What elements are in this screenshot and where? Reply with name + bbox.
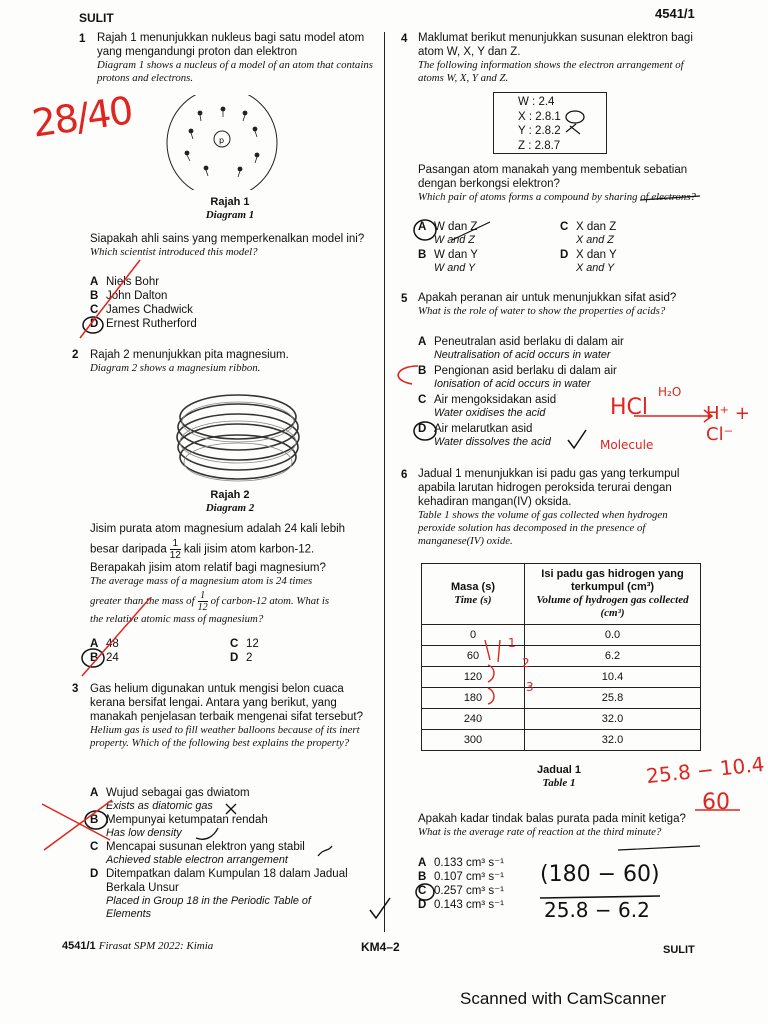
q6-caption-en: Table 1 <box>542 777 576 789</box>
table-mark-3: 3 <box>526 680 534 694</box>
header-sulit: SULIT <box>79 11 114 25</box>
q4-option-b-letter: B <box>418 249 427 261</box>
q4-option-a[interactable] <box>418 220 477 247</box>
q3-option-a-en: Exists as diatomic gas <box>106 800 213 812</box>
footer-code: 4541/1 <box>62 940 96 952</box>
atom-model-diagram <box>163 95 281 190</box>
q6-option-a-text: 0.133 cm³ s⁻¹ <box>434 857 504 869</box>
q6-option-d-letter: D <box>418 899 427 911</box>
q5-option-d-letter: D <box>418 423 427 435</box>
q5-option-a[interactable] <box>418 335 702 362</box>
q3-option-d-letter: D <box>90 868 99 880</box>
q4-option-c-en: X and Z <box>576 234 614 246</box>
q4-options <box>418 220 698 278</box>
q2-en2 <box>90 590 376 613</box>
q5-option-a-ms: Peneutralan asid berlaku di dalam air <box>434 336 624 348</box>
q1-stem <box>97 31 374 85</box>
q2-frac-num: 1 <box>170 538 181 550</box>
q4-text-ms: Maklumat berikut menunjukkan susunan elektron bagi atom W, X, Y dan Z. <box>418 32 693 58</box>
table-row <box>422 688 701 709</box>
q6-option-b-letter: B <box>418 871 427 883</box>
q4-text-en: The following information shows the electron arrangement of atoms W, X, Y and Z. <box>418 59 684 84</box>
table-cell-time: 180 <box>422 688 525 709</box>
q2-en2-a: greater than the mass of <box>90 594 195 607</box>
q6-caption-ms: Jadual 1 <box>536 764 582 776</box>
table-cell-time: 240 <box>422 709 525 730</box>
q2-frac-num-en: 1 <box>198 590 208 602</box>
q2-en3: the relative atomic mass of magnesium? <box>90 613 264 625</box>
q3-option-a[interactable] <box>90 786 376 813</box>
table-h1-en: Time (s) <box>454 594 492 606</box>
q1-option-a-letter: A <box>90 276 99 288</box>
hw-eq-sup: H₂O <box>658 385 682 399</box>
q3-option-b-ms: Mempunyai ketumpatan rendah <box>106 814 268 826</box>
q1-option-d-text: Ernest Rutherford <box>106 318 197 330</box>
table-row <box>422 709 701 730</box>
q2-option-d-text: 2 <box>246 652 253 664</box>
q5-option-b-en: Ionisation of acid occurs in water <box>434 378 591 390</box>
arrangement-y: Y : 2.8.2 <box>518 125 561 137</box>
table-cell-volume: 0.0 <box>525 625 701 646</box>
q4-option-b-en: W and Y <box>434 262 476 274</box>
q4-option-a-ms: W dan Z <box>434 221 478 233</box>
q2-option-d-letter: D <box>230 652 239 664</box>
q3-option-c-en: Achieved stable electron arrangement <box>106 854 288 866</box>
q5-text-en: What is the role of water to show the properties of acids? <box>418 305 666 317</box>
q5-number: 5 <box>401 293 408 305</box>
q1-option-b[interactable] <box>90 289 290 303</box>
q3-option-c-letter: C <box>90 841 99 853</box>
header-code: 4541/1 <box>655 6 695 21</box>
q4-question <box>418 163 702 204</box>
table-row <box>422 730 701 751</box>
q5-red-circle-b <box>398 366 418 384</box>
table-header-time <box>422 564 525 625</box>
q6-option-c-text: 0.257 cm³ s⁻¹ <box>434 885 504 897</box>
magnesium-ribbon-diagram <box>168 385 308 485</box>
hw-calc1-den: 60 <box>702 790 730 815</box>
q5-option-a-letter: A <box>418 336 427 348</box>
q2-option-a[interactable] <box>90 637 119 651</box>
q1-caption-en: Diagram 1 <box>205 209 255 221</box>
q5-option-b-letter: B <box>418 365 427 377</box>
footer-title: Firasat SPM 2022: Kimia <box>98 940 214 952</box>
q1-number: 1 <box>79 33 86 45</box>
q5-option-c-en: Water oxidises the acid <box>434 407 546 419</box>
q6-question-en: What is the average rate of reaction at the third minute? <box>418 826 662 838</box>
q6-number: 6 <box>401 469 408 481</box>
q4-option-a-en: W and Z <box>434 234 475 246</box>
ribbon-coils <box>177 395 299 479</box>
q2-line2 <box>90 538 376 561</box>
q2-number: 2 <box>72 349 79 361</box>
table-h2-ms: Isi padu gas hidrogen yang terkumpul (cm³) <box>541 568 684 593</box>
hw-calc1: 25.8 − 10.4 <box>645 751 766 789</box>
q5-text-ms: Apakah peranan air untuk menunjukkan sifat asid? <box>418 292 677 304</box>
q2-option-c-letter: C <box>230 638 239 650</box>
table-row <box>422 646 701 667</box>
table-h1-ms: Masa (s) <box>450 581 496 593</box>
q6-question <box>418 812 702 839</box>
q5-option-c-letter: C <box>418 394 427 406</box>
q5-option-c-ms: Air mengoksidakan asid <box>434 394 557 406</box>
hw-eq-rhs: H⁺ + Cl⁻ <box>706 403 750 445</box>
q4-question-en: Which pair of atoms forms a compound by sharing of electrons? <box>418 191 696 203</box>
q6-text-ms: Jadual 1 menunjukkan isi padu gas yang terkumpul apabila larutan hidrogen peroksida terurai dengan kehadiran mangan(IV) oksida. <box>418 468 680 508</box>
q2-option-a-letter: A <box>90 638 99 650</box>
column-divider <box>384 32 385 932</box>
q2-en1: The average mass of a magnesium atom is 24 times <box>90 575 313 587</box>
table-mark-2: 2 <box>522 656 530 670</box>
q4-option-b[interactable] <box>418 248 478 275</box>
table-row <box>422 667 701 688</box>
q2-caption-en: Diagram 2 <box>205 502 255 514</box>
q4-option-d-letter: D <box>560 249 569 261</box>
q2-line3: Berapakah jisim atom relatif bagi magnesium? <box>90 562 326 574</box>
q2-option-b-letter: B <box>90 652 99 664</box>
electron-arrangement-box <box>493 92 607 154</box>
q6-underline <box>618 846 700 850</box>
q2-line2-a: besar daripada <box>90 543 167 556</box>
q2-frac-den-en: 12 <box>197 602 208 613</box>
q6-option-c-letter: C <box>418 885 427 897</box>
arrangement-x: X : 2.8.1 <box>518 110 561 123</box>
q4-option-b-ms: W dan Y <box>434 249 478 261</box>
q3-option-d-ms: Ditempatkan dalam Kumpulan 18 dalam Jadual Berkala Unsur <box>106 868 348 894</box>
q3-number: 3 <box>72 683 79 695</box>
q1-option-a-text: Niels Bohr <box>106 276 160 288</box>
q2-option-c[interactable] <box>230 637 259 651</box>
q6-question-ms: Apakah kadar tindak balas purata pada minit ketiga? <box>418 813 686 825</box>
q3-text-ms: Gas helium digunakan untuk mengisi belon cuaca kerana bersifat lengai. Antara yang berikut, yang manakah penjelasan terbaik mengenai sifat tersebut? <box>90 683 363 723</box>
q6-option-c[interactable] <box>418 884 538 898</box>
table-header-volume <box>525 564 701 625</box>
q2-option-a-text: 48 <box>106 638 119 650</box>
table-h2-en: Volume of hydrogen gas collected (cm³) <box>536 594 689 619</box>
q1-caption-ms: Rajah 1 <box>210 196 250 208</box>
q3-option-a-letter: A <box>90 787 99 799</box>
q1-option-a[interactable] <box>90 275 290 289</box>
q6-option-d[interactable] <box>418 898 538 912</box>
q1-option-c-text: James Chadwick <box>106 304 193 316</box>
nucleus-label: p <box>219 136 225 145</box>
q6-option-a-letter: A <box>418 857 427 869</box>
table-1 <box>421 563 701 751</box>
q4-option-c[interactable] <box>560 220 616 247</box>
q3-option-c-ms: Mencapai susunan elektron yang stabil <box>106 841 305 853</box>
q4-question-ms: Pasangan atom manakah yang membentuk sebatian dengan berkongsi elektron? <box>418 164 688 190</box>
q2-option-b[interactable] <box>90 651 119 665</box>
q1-text-ms: Rajah 1 menunjukkan nukleus bagi satu model atom yang mengandungi proton dan elektron <box>97 32 365 58</box>
table-cell-volume: 25.8 <box>525 688 701 709</box>
q6-option-b[interactable] <box>418 870 538 884</box>
q5-option-d-ms: Air melarutkan asid <box>434 423 533 435</box>
q3-option-b[interactable] <box>90 813 376 840</box>
q4-option-d-en: X and Y <box>576 262 615 274</box>
q6-options <box>418 856 538 912</box>
q3-stem <box>90 682 374 750</box>
q5-option-b-ms: Pengionan asid berlaku di dalam air <box>434 365 617 377</box>
q6-text-en: Table 1 shows the volume of gas collected when hydrogen peroxide solution has decomposed in the presence of manganese(IV) oxide. <box>418 509 668 547</box>
footer-page: KM4–2 <box>361 940 400 954</box>
q2-en2-b: of carbon-12 atom. What is <box>210 594 330 607</box>
handwritten-score: 28/40 <box>29 88 135 146</box>
q5-option-d-en: Water dissolves the acid <box>434 436 551 448</box>
q1-question-ms: Siapakah ahli sains yang memperkenalkan model ini? <box>90 233 365 245</box>
q2-line1: Jisim purata atom magnesium adalah 24 kali lebih <box>90 523 346 535</box>
q1-option-d-letter: D <box>90 318 99 330</box>
q3-option-b-en: Has low density <box>106 827 182 839</box>
q3-option-a-ms: Wujud sebagai gas dwiatom <box>106 787 250 799</box>
q3-options <box>90 786 376 921</box>
hw-molecule: Molecule <box>600 438 654 452</box>
table-row <box>422 625 701 646</box>
q2-frac-den: 12 <box>169 550 181 561</box>
table-cell-time: 60 <box>422 646 525 667</box>
q4-option-a-letter: A <box>418 221 427 233</box>
table-cell-time: 120 <box>422 667 525 688</box>
table-cell-volume: 32.0 <box>525 730 701 751</box>
q4-option-d-ms: X dan Y <box>576 249 617 261</box>
table-cell-time: 0 <box>422 625 525 646</box>
q6-stem <box>418 467 702 548</box>
q4-option-c-letter: C <box>560 221 569 233</box>
q3-option-b-letter: B <box>90 814 99 826</box>
q1-question <box>90 232 374 259</box>
q2-text-en: Diagram 2 shows a magnesium ribbon. <box>90 362 261 374</box>
q3-option-c[interactable] <box>90 840 376 867</box>
q4-option-d[interactable] <box>560 248 617 275</box>
q6-option-d-text: 0.143 cm³ s⁻¹ <box>434 899 504 911</box>
q2-line2-b: kali jisim atom karbon-12. <box>183 543 315 556</box>
q2-fraction-en <box>198 590 208 613</box>
table-cell-volume: 10.4 <box>525 667 701 688</box>
q5-option-a-en: Neutralisation of acid occurs in water <box>434 349 611 361</box>
q3-option-d-en: Placed in Group 18 in the Periodic Table of Elements <box>106 895 311 920</box>
q2-option-b-text: 24 <box>106 652 119 664</box>
table-cell-time: 300 <box>422 730 525 751</box>
q1-text-en: Diagram 1 shows a nucleus of a model of an atom that contains protons and electrons. <box>97 59 373 84</box>
q4-stem <box>418 31 702 85</box>
table-mark-1: 1 <box>508 636 516 650</box>
table-header-row <box>422 564 701 625</box>
q1-option-d[interactable] <box>90 317 290 331</box>
q2-option-c-text: 12 <box>246 638 259 650</box>
q1-question-en: Which scientist introduced this model? <box>90 246 258 258</box>
q1-option-b-letter: B <box>90 290 99 302</box>
q6-option-a[interactable] <box>418 856 538 870</box>
q2-question <box>90 522 376 626</box>
q3-text-en: Helium gas is used to fill weather balloons because of its inert property. Which of the following best explains the property? <box>90 724 360 749</box>
hw-calc2-bot: 25.8 − 6.2 <box>544 898 650 922</box>
q2-stem <box>90 348 374 375</box>
q1-option-c-letter: C <box>90 304 99 316</box>
table-cell-volume: 32.0 <box>525 709 701 730</box>
q1-option-b-text: John Dalton <box>106 290 168 302</box>
q2-caption-ms: Rajah 2 <box>210 489 250 501</box>
scanner-watermark: Scanned with CamScanner <box>460 989 667 1008</box>
q5-stem <box>418 291 702 318</box>
hw-calc2-top: (180 − 60) <box>540 862 660 887</box>
q4-option-c-ms: X dan Z <box>576 221 617 233</box>
footer-left <box>62 940 213 952</box>
q2-text-ms: Rajah 2 menunjukkan pita magnesium. <box>90 349 289 361</box>
q2-fraction <box>170 538 181 561</box>
table-cell-volume: 6.2 <box>525 646 701 667</box>
footer-sulit: SULIT <box>663 944 695 956</box>
q5-option-d[interactable] <box>418 422 702 449</box>
q1-option-c[interactable] <box>90 303 290 317</box>
q1-options <box>90 275 290 331</box>
arrangement-z: Z : 2.8.7 <box>518 139 561 152</box>
q6-option-b-text: 0.107 cm³ s⁻¹ <box>434 871 504 883</box>
q2-option-d[interactable] <box>230 651 252 665</box>
hw-eq-lhs: HCl <box>610 395 649 420</box>
q3-option-d[interactable] <box>90 867 376 921</box>
q4-number: 4 <box>401 33 408 45</box>
arrangement-w: W : 2.4 <box>518 96 555 108</box>
